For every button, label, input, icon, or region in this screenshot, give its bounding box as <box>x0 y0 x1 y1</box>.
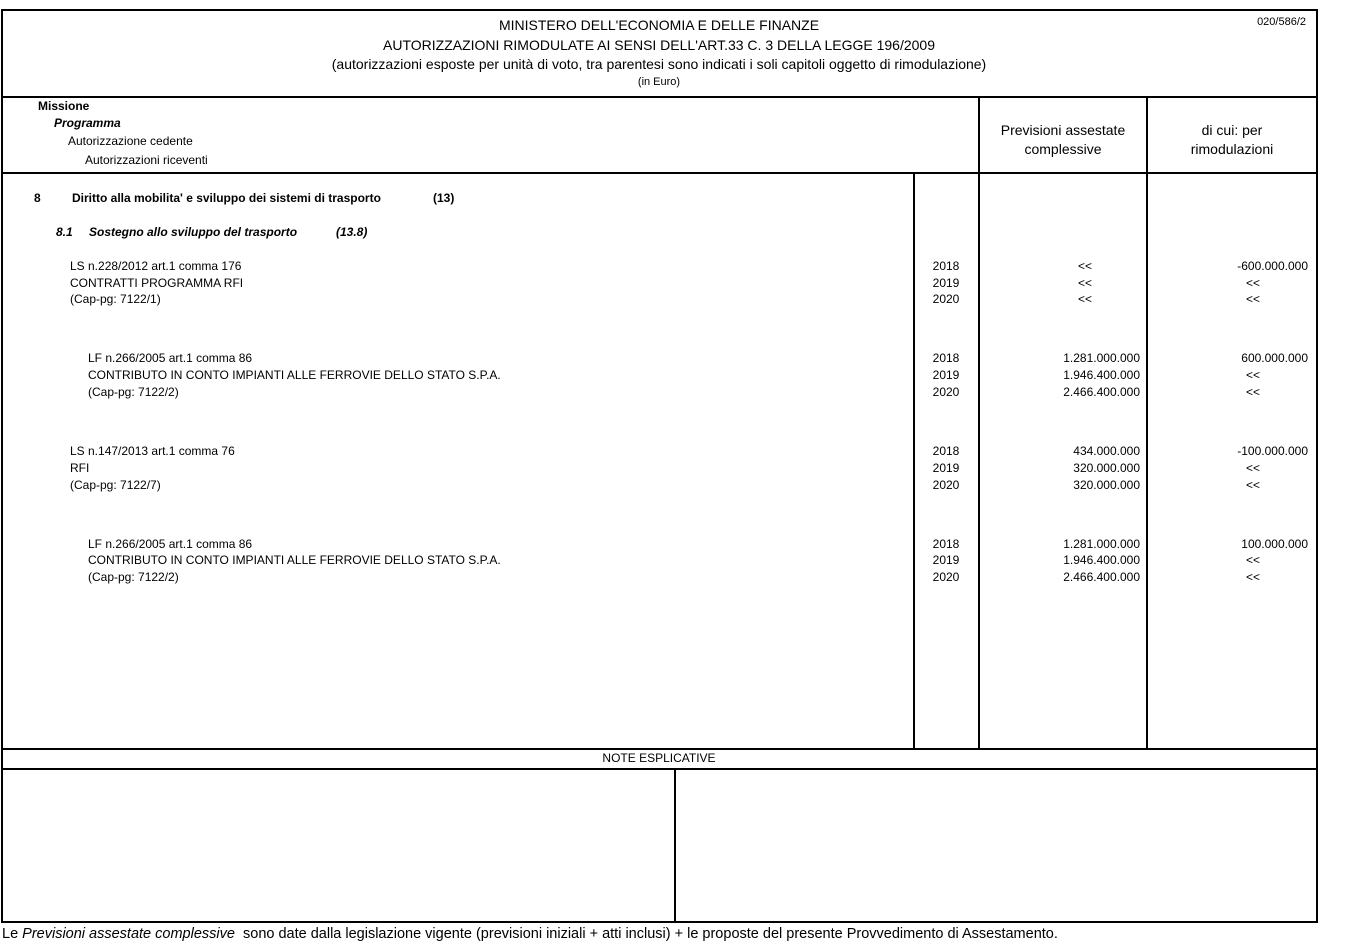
rimodulazioni-value: -600.000.000 <box>1237 259 1308 273</box>
law-ref: LS n.228/2012 art.1 comma 176 <box>70 259 242 273</box>
law-desc: CONTRIBUTO IN CONTO IMPIANTI ALLE FERROVIE DELLO STATO S.P.A. <box>88 553 501 567</box>
year: 2018 <box>932 259 960 273</box>
previsioni-value: << <box>1077 259 1092 273</box>
law-desc: RFI <box>70 461 90 475</box>
footer-part2: sono date dalla legislazione vigente (previsioni iniziali + atti inclusi) + le proposte del presente Provvedimento di Assestamento. <box>243 926 1058 942</box>
frame-left <box>1 9 3 923</box>
col-riceventi: Autorizzazioni riceventi <box>85 153 208 167</box>
program-label: Sostegno allo sviluppo del trasporto <box>89 225 298 239</box>
footer-emphasis: Previsioni assestate complessive <box>22 926 235 942</box>
previsioni-value: << <box>1077 292 1092 306</box>
previsioni-value: 1.281.000.000 <box>1063 537 1140 551</box>
frame-bottom <box>1 921 1318 923</box>
rimodulazioni-value: << <box>1245 553 1260 567</box>
frame-top <box>1 9 1318 11</box>
program-code: (13.8) <box>336 225 368 239</box>
law-ref: LF n.266/2005 art.1 comma 86 <box>88 351 253 365</box>
rimodulazioni-value: << <box>1245 385 1260 399</box>
notes-top-divider <box>1 748 1318 750</box>
header-divider <box>1 96 1318 98</box>
notes-title-divider <box>1 768 1318 770</box>
law-ref: LS n.147/2013 art.1 comma 76 <box>70 444 235 458</box>
col-dicui-line2: rimodulazioni <box>1190 141 1274 157</box>
year: 2020 <box>932 385 960 399</box>
mission-label: Diritto alla mobilita' e sviluppo dei sistemi di trasporto <box>72 191 381 205</box>
year: 2018 <box>932 351 960 365</box>
previsioni-value: 1.281.000.000 <box>1063 351 1140 365</box>
rimodulazioni-value: -100.000.000 <box>1237 444 1308 458</box>
doc-code: 020/586/2 <box>1257 16 1306 28</box>
cap-ref: (Cap-pg: 7122/7) <box>70 478 161 492</box>
notes-col-sep <box>674 768 676 922</box>
rimodulazioni-value: << <box>1245 570 1260 584</box>
doc-title: AUTORIZZAZIONI RIMODULATE AI SENSI DELL'ART.33 C. 3 DELLA LEGGE 196/2009 <box>383 37 935 53</box>
program-number: 8.1 <box>56 225 73 239</box>
doc-subtitle: (autorizzazioni esposte per unità di voto, tra parentesi sono indicati i soli capitoli oggetto di rimodulazione) <box>331 56 987 72</box>
rimodulazioni-value: << <box>1245 461 1260 475</box>
rimodulazioni-value: << <box>1245 276 1260 290</box>
cap-ref: (Cap-pg: 7122/2) <box>88 385 179 399</box>
col-previsioni-line2: complessive <box>1024 141 1102 157</box>
previsioni-value: 1.946.400.000 <box>1063 553 1140 567</box>
previsioni-value: 2.466.400.000 <box>1063 385 1140 399</box>
law-ref: LF n.266/2005 art.1 comma 86 <box>88 537 253 551</box>
year: 2020 <box>932 292 960 306</box>
law-desc: CONTRATTI PROGRAMMA RFI <box>70 276 244 290</box>
mission-code: (13) <box>433 191 455 205</box>
previsioni-value: 1.946.400.000 <box>1063 368 1140 382</box>
mission-number: 8 <box>34 191 41 205</box>
previsioni-value: 320.000.000 <box>1073 461 1140 475</box>
rimodulazioni-value: 600.000.000 <box>1241 351 1308 365</box>
law-desc: CONTRIBUTO IN CONTO IMPIANTI ALLE FERROVIE DELLO STATO S.P.A. <box>88 368 501 382</box>
colheader-divider <box>1 172 1318 174</box>
rimodulazioni-value: << <box>1245 478 1260 492</box>
previsioni-value: 434.000.000 <box>1073 444 1140 458</box>
previsioni-value: 2.466.400.000 <box>1063 570 1140 584</box>
unit-label: (in Euro) <box>637 76 681 88</box>
col-dicui-line1: di cui: per <box>1201 122 1263 138</box>
footer-note <box>2 926 1058 942</box>
footer-part1: Le <box>2 926 19 942</box>
rimodulazioni-value: 100.000.000 <box>1241 537 1308 551</box>
year: 2019 <box>932 276 960 290</box>
year: 2018 <box>932 537 960 551</box>
rimodulazioni-value: << <box>1245 292 1260 306</box>
col-sep-years <box>913 172 915 750</box>
col-previsioni-line1: Previsioni assestate <box>1000 122 1126 138</box>
frame-right <box>1316 9 1318 923</box>
cap-ref: (Cap-pg: 7122/1) <box>70 292 161 306</box>
previsioni-value: 320.000.000 <box>1073 478 1140 492</box>
ministry-title: MINISTERO DELL'ECONOMIA E DELLE FINANZE <box>498 17 820 33</box>
year: 2018 <box>932 444 960 458</box>
col-cedente: Autorizzazione cedente <box>68 134 193 148</box>
col-sep-previsioni <box>978 96 980 750</box>
col-programma: Programma <box>54 116 121 130</box>
year: 2019 <box>932 553 960 567</box>
notes-title: NOTE ESPLICATIVE <box>602 751 716 765</box>
cap-ref: (Cap-pg: 7122/2) <box>88 570 179 584</box>
year: 2020 <box>932 478 960 492</box>
col-sep-dicui <box>1146 96 1148 750</box>
rimodulazioni-value: << <box>1245 368 1260 382</box>
year: 2019 <box>932 461 960 475</box>
year: 2019 <box>932 368 960 382</box>
year: 2020 <box>932 570 960 584</box>
col-missione: Missione <box>38 99 90 113</box>
previsioni-value: << <box>1077 276 1092 290</box>
